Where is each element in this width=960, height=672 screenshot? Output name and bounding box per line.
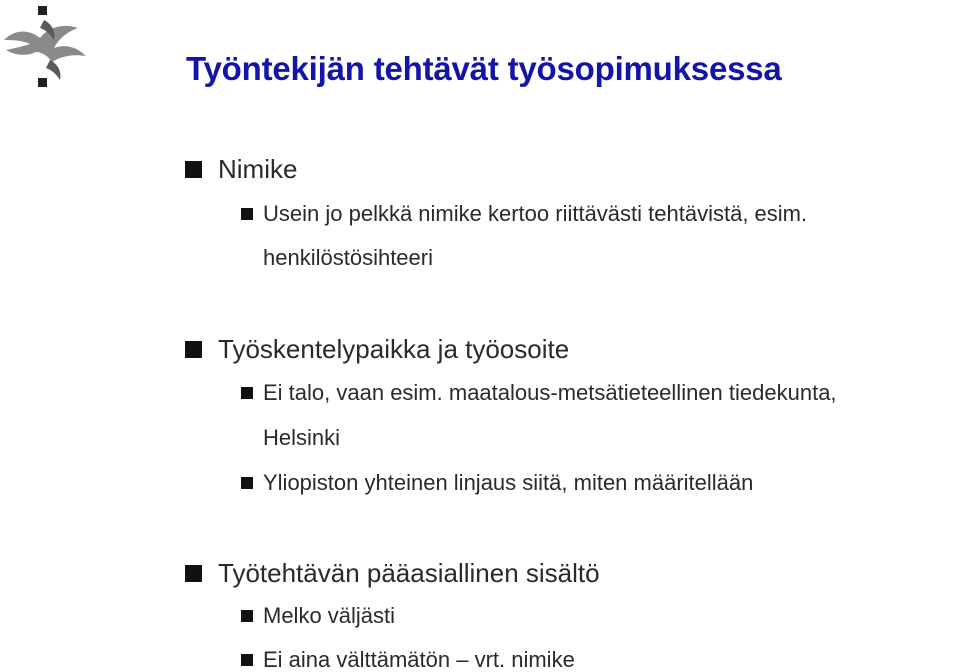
- section-heading-text: Työtehtävän pääasiallinen sisältö: [218, 558, 600, 588]
- square-bullet-icon: [241, 610, 253, 622]
- list-item: [263, 380, 837, 406]
- section-heading-text: Nimike: [218, 154, 298, 184]
- section-heading-tyotehtava: [218, 558, 600, 588]
- square-bullet-icon: [241, 208, 253, 220]
- list-item-continuation: Helsinki: [263, 425, 341, 450]
- section-heading-text: Työskentelypaikka ja työosoite: [218, 334, 570, 364]
- list-item-text: Melko väljästi: [263, 603, 396, 628]
- square-bullet-icon: [185, 565, 202, 582]
- square-bullet-icon: [185, 341, 202, 358]
- section-heading-nimike: [218, 154, 297, 184]
- section-heading-tyoskentelypaikka: [218, 334, 569, 364]
- list-item: [263, 201, 807, 227]
- square-bullet-icon: [241, 654, 253, 666]
- square-bullet-icon: [241, 477, 253, 489]
- list-item-text: Usein jo pelkkä nimike kertoo riittävästi tehtävistä, esim.: [263, 201, 808, 226]
- list-item-text: Ei aina välttämätön – vrt. nimike: [263, 647, 575, 672]
- list-item-continuation: henkilöstösihteeri: [263, 245, 433, 270]
- list-item: [263, 647, 575, 672]
- square-bullet-icon: [185, 161, 202, 178]
- list-item: [263, 603, 395, 629]
- square-bullet-icon: [241, 387, 253, 399]
- list-item-text: Ei talo, vaan esim. maatalous-metsätieteellinen tiedekunta,: [263, 380, 837, 405]
- list-item-text: Yliopiston yhteinen linjaus siitä, miten määritellään: [263, 470, 754, 495]
- slide-title: Työntekijän tehtävät työsopimuksessa: [186, 50, 782, 87]
- list-item: [263, 470, 753, 496]
